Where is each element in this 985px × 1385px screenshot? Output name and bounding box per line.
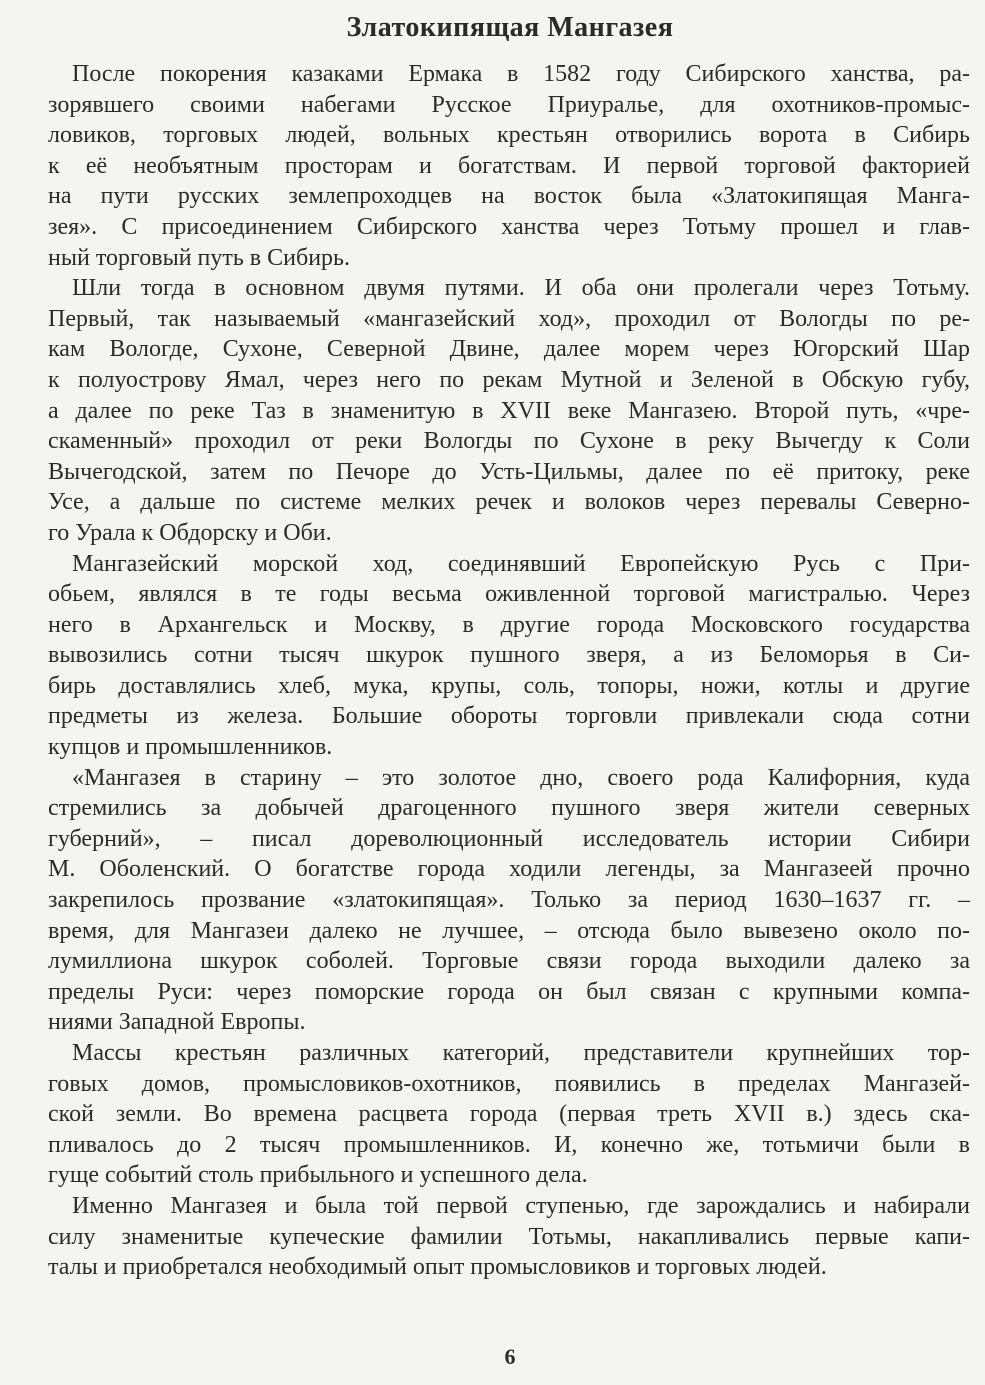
text-line: к полуострову Ямал, через него по рекам Мутной и Зеленой в Обскую губу, <box>48 366 970 393</box>
text-line: пределы Руси: через поморские города он был связан с крупными компа- <box>48 978 970 1005</box>
text-line: Усе, а дальше по системе мелких речек и волоков через перевалы Северно- <box>48 489 970 516</box>
text-line: Именно Мангазея и была той первой ступенью, где зарождались и набирали <box>72 1192 970 1219</box>
text-line: ный торговый путь в Сибирь. <box>48 244 350 271</box>
text-line: него в Архангельск и Москву, в другие города Московского государства <box>48 611 970 638</box>
paragraph <box>48 763 970 1038</box>
article-body <box>48 59 970 1283</box>
text-line: зея». С присоединением Сибирского ханства через Тотьму прошел и глав- <box>48 213 970 240</box>
text-line: кам Вологде, Сухоне, Северной Двине, далее морем через Югорский Шар <box>48 336 970 363</box>
text-line: обьем, являлся в те годы весьма оживленной торговой магистралью. Через <box>48 581 970 608</box>
text-line: Мангазейский морской ход, соединявший Европейскую Русь с При- <box>72 550 970 577</box>
text-line: а далее по реке Таз в знаменитую в XVII веке Мангазею. Второй путь, «чре- <box>48 397 970 424</box>
paragraph <box>48 273 970 548</box>
text-line: силу знаменитые купеческие фамилии Тотьмы, накапливались первые капи- <box>48 1223 970 1250</box>
text-line: закрепилось прозвание «златокипящая». Только за период 1630–1637 гг. – <box>48 887 970 914</box>
text-line: к её необъятным просторам и богатствам. И первой торговой факторией <box>48 152 970 179</box>
text-line: пливалось до 2 тысяч промышленников. И, конечно же, тотьмичи были в <box>48 1131 970 1158</box>
text-line: время, для Мангазеи далеко не лучшее, – отсюда было вывезено около по- <box>48 917 970 944</box>
text-line: Первый, так называемый «мангазейский ход», проходил от Вологды по ре- <box>48 305 970 332</box>
text-line: М. Оболенский. О богатстве города ходили легенды, за Мангазеей прочно <box>48 856 970 883</box>
text-line: «Мангазея в старину – это золотое дно, своего рода Калифорния, куда <box>72 764 970 791</box>
text-line: ской земли. Во времена расцвета города (первая треть XVII в.) здесь ска- <box>48 1101 970 1128</box>
text-line: зорявшего своими набегами Русское Приуралье, для охотников-промыс- <box>48 91 970 118</box>
text-line: предметы из железа. Большие обороты торговли привлекали сюда сотни <box>48 703 970 730</box>
text-line: талы и приобретался необходимый опыт промысловиков и торговых людей. <box>48 1254 827 1281</box>
text-line: стремились за добычей драгоценного пушного зверя жители северных <box>48 795 970 822</box>
text-line: го Урала к Обдорску и Оби. <box>48 519 332 546</box>
text-line: Шли тогда в основном двумя путями. И оба они пролегали через Тотьму. <box>72 275 970 302</box>
text-line: бирь доставлялись хлеб, мука, крупы, соль, топоры, ножи, котлы и другие <box>48 672 970 699</box>
text-line: ловиков, торговых людей, вольных крестьян отворились ворота в Сибирь <box>48 122 970 149</box>
text-line: скаменный» проходил от реки Вологды по Сухоне в реку Вычегду к Соли <box>48 428 970 455</box>
text-line: на пути русских землепроходцев на восток была «Златокипящая Манга- <box>48 183 970 210</box>
page-title: Златокипящая Мангазея <box>346 12 674 43</box>
paragraph <box>48 1191 970 1283</box>
text-line: купцов и промышленников. <box>48 734 333 761</box>
text-line: губерний», – писал дореволюционный исследователь истории Сибири <box>48 825 970 852</box>
paragraph <box>48 549 970 763</box>
text-line: вывозились сотни тысяч шкурок пушного зверя, а из Беломорья в Си- <box>48 642 970 669</box>
paragraph <box>48 59 970 273</box>
text-line: гуще событий столь прибыльного и успешного дела. <box>48 1162 588 1189</box>
text-line: После покорения казаками Ермака в 1582 году Сибирского ханства, ра- <box>72 61 970 87</box>
text-line: ниями Западной Европы. <box>48 1009 306 1036</box>
text-line: говых домов, промысловиков-охотников, появились в пределах Мангазей- <box>48 1070 970 1097</box>
text-line: Вычегодской, затем по Печоре до Усть-Цильмы, далее по её притоку, реке <box>48 458 970 485</box>
text-line: лумиллиона шкурок соболей. Торговые связи города выходили далеко за <box>48 948 970 975</box>
paragraph <box>48 1038 970 1191</box>
page-number: 6 <box>504 1344 516 1369</box>
text-line: Массы крестьян различных категорий, представители крупнейших тор- <box>72 1040 970 1066</box>
